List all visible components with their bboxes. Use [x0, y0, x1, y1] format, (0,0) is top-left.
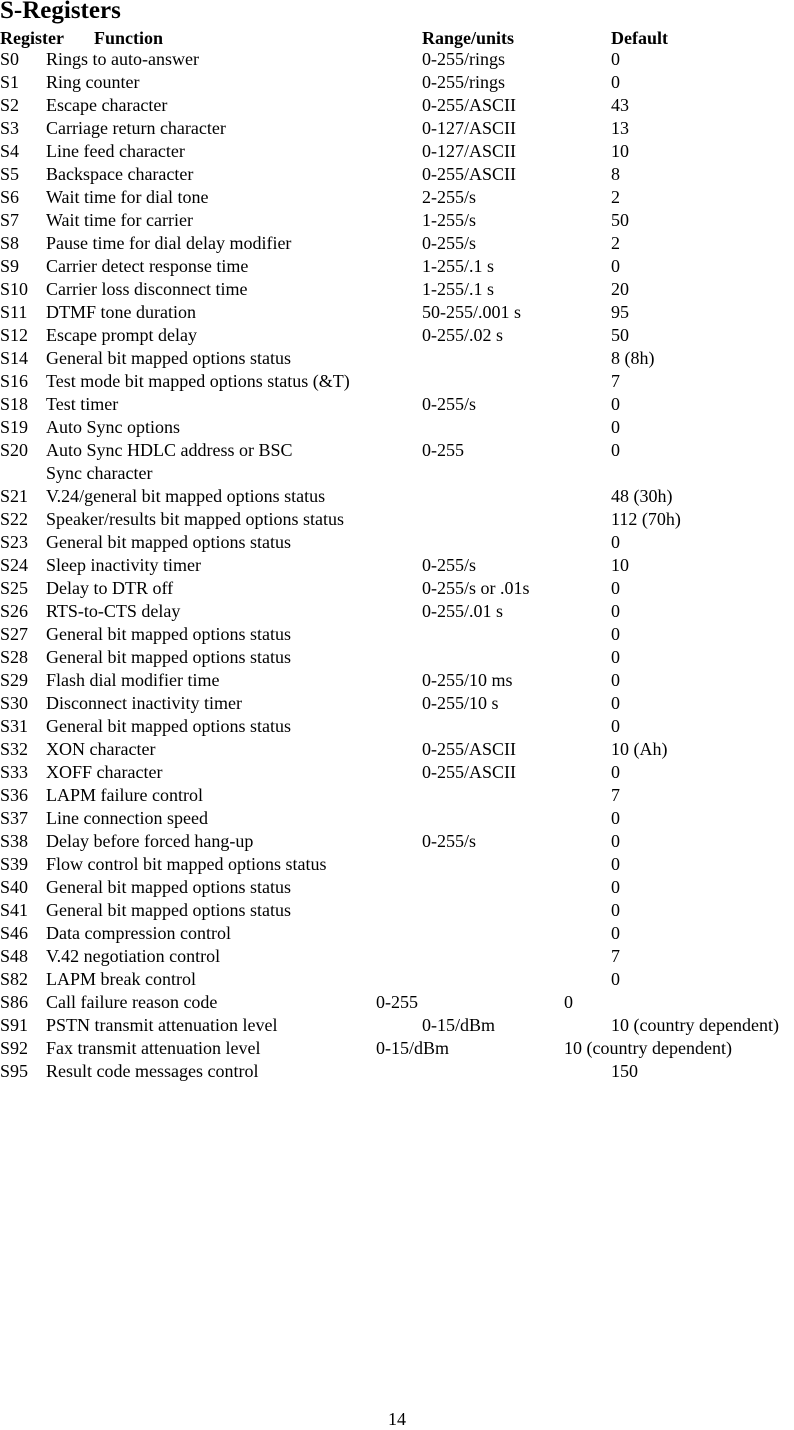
range-cell: 50-255/.001 s	[422, 302, 521, 322]
register-cell: S27	[0, 624, 29, 644]
range-cell: 0-255/ASCII	[422, 164, 516, 184]
default-cell: 95	[611, 302, 629, 322]
table-row	[0, 738, 794, 761]
default-cell: 0	[611, 49, 620, 69]
default-cell: 0	[611, 256, 620, 276]
table-row	[0, 508, 794, 531]
table-row	[0, 255, 794, 278]
default-cell: 48 (30h)	[611, 486, 673, 506]
function-cell: V.42 negotiation control	[46, 946, 221, 966]
table-row	[0, 968, 794, 991]
range-cell: 0-127/ASCII	[422, 118, 516, 138]
default-cell: 7	[611, 946, 620, 966]
function-cell: Pause time for dial delay modifier	[46, 233, 292, 253]
function-cell: Backspace character	[46, 164, 194, 184]
default-cell: 0	[611, 394, 620, 414]
register-cell: S4	[0, 141, 20, 161]
function-cell: Rings to auto-answer	[46, 49, 199, 69]
range-cell: 0-255/ASCII	[422, 739, 516, 759]
range-cell: 0-255/rings	[422, 49, 505, 69]
header-function: Function	[94, 28, 164, 48]
function-cell: XON character	[46, 739, 156, 759]
register-cell: S21	[0, 486, 29, 506]
function-cell: General bit mapped options status	[46, 716, 291, 736]
table-row	[0, 393, 794, 416]
function-cell: Escape character	[46, 95, 168, 115]
default-cell: 0	[611, 417, 620, 437]
range-cell: 1-255/.1 s	[422, 256, 494, 276]
register-cell: S1	[0, 72, 20, 92]
table-row	[0, 324, 794, 347]
register-cell: S5	[0, 164, 20, 184]
table-row	[0, 807, 794, 830]
table-row	[0, 209, 794, 232]
default-cell: 7	[611, 785, 620, 805]
function-cell: Test mode bit mapped options status (&T)	[46, 371, 350, 391]
function-cell: General bit mapped options status	[46, 532, 291, 552]
table-row	[0, 485, 794, 508]
register-cell: S95	[0, 1061, 29, 1081]
default-cell: 0	[611, 670, 620, 690]
page-number: 14	[388, 1409, 406, 1429]
range-cell: 0-15/dBm	[422, 1015, 496, 1035]
default-cell: 8	[611, 164, 620, 184]
function-cell: Line feed character	[46, 141, 185, 161]
table-row	[0, 163, 794, 186]
table-row	[0, 692, 794, 715]
register-cell: S8	[0, 233, 20, 253]
function-cell: Flash dial modifier time	[46, 670, 220, 690]
register-cell: S46	[0, 923, 29, 943]
default-cell: 0	[611, 808, 620, 828]
function-cell: Test timer	[46, 394, 119, 414]
table-row	[0, 922, 794, 945]
range-cell: 0-255/s	[422, 831, 476, 851]
default-cell: 0	[611, 969, 620, 989]
table-row	[0, 140, 794, 163]
table-row	[0, 1014, 794, 1037]
table-row	[0, 1037, 794, 1060]
function-cell: Disconnect inactivity timer	[46, 693, 242, 713]
table-row	[0, 232, 794, 255]
default-cell: 2	[611, 187, 620, 207]
table-row	[0, 94, 794, 117]
function-cell: General bit mapped options status	[46, 900, 291, 920]
function-cell: Data compression control	[46, 923, 231, 943]
page-title: S-Registers	[0, 0, 121, 24]
table-row	[0, 278, 794, 301]
default-cell: 0	[611, 716, 620, 736]
function-cell-continuation: Sync character	[46, 463, 153, 483]
default-cell: 2	[611, 233, 620, 253]
register-cell: S39	[0, 854, 29, 874]
default-cell: 150	[611, 1061, 638, 1081]
range-cell: 0-15/dBm	[376, 1038, 450, 1058]
default-cell: 10 (country dependent)	[564, 1038, 732, 1058]
function-cell: Auto Sync options	[46, 417, 181, 437]
range-cell: 0-255/s	[422, 233, 476, 253]
default-cell: 112 (70h)	[611, 509, 681, 529]
table-row	[0, 71, 794, 94]
table-row	[0, 623, 794, 646]
range-cell: 1-255/.1 s	[422, 279, 494, 299]
register-cell: S36	[0, 785, 29, 805]
table-row	[0, 784, 794, 807]
register-cell: S6	[0, 187, 20, 207]
register-cell: S3	[0, 118, 20, 138]
table-row	[0, 715, 794, 738]
register-cell: S18	[0, 394, 29, 414]
header-range: Range/units	[422, 28, 515, 48]
table-row	[0, 669, 794, 692]
function-cell: Auto Sync HDLC address or BSC	[46, 440, 293, 460]
function-cell: Wait time for carrier	[46, 210, 193, 230]
function-cell: Delay before forced hang-up	[46, 831, 254, 851]
range-cell: 0-255/s	[422, 555, 476, 575]
register-cell: S40	[0, 877, 29, 897]
table-row	[0, 416, 794, 439]
register-cell: S86	[0, 992, 29, 1012]
default-cell: 0	[611, 877, 620, 897]
function-cell: V.24/general bit mapped options status	[46, 486, 326, 506]
range-cell: 0-255	[422, 440, 464, 460]
default-cell: 0	[611, 72, 620, 92]
register-cell: S24	[0, 555, 29, 575]
table-row	[0, 531, 794, 554]
default-cell: 0	[564, 992, 573, 1012]
function-cell: Call failure reason code	[46, 992, 218, 1012]
range-cell: 0-255/ASCII	[422, 95, 516, 115]
default-cell: 0	[611, 440, 620, 460]
function-cell: Delay to DTR off	[46, 578, 174, 598]
function-cell: Speaker/results bit mapped options status	[46, 509, 344, 529]
range-cell: 0-255/.01 s	[422, 601, 503, 621]
register-cell: S26	[0, 601, 29, 621]
table-row	[0, 899, 794, 922]
table-row	[0, 48, 794, 71]
default-cell: 0	[611, 762, 620, 782]
register-cell: S11	[0, 302, 28, 322]
function-cell: XOFF character	[46, 762, 163, 782]
register-cell: S25	[0, 578, 29, 598]
range-cell: 0-255/10 s	[422, 693, 499, 713]
default-cell: 50	[611, 210, 629, 230]
table-row	[0, 347, 794, 370]
function-cell: LAPM break control	[46, 969, 196, 989]
default-cell: 7	[611, 371, 620, 391]
default-cell: 20	[611, 279, 629, 299]
range-cell: 0-127/ASCII	[422, 141, 516, 161]
default-cell: 13	[611, 118, 629, 138]
range-cell: 0-255/s	[422, 394, 476, 414]
function-cell: Flow control bit mapped options status	[46, 854, 327, 874]
register-cell: S31	[0, 716, 29, 736]
register-cell: S92	[0, 1038, 29, 1058]
range-cell: 1-255/s	[422, 210, 476, 230]
table-row	[0, 830, 794, 853]
range-cell: 2-255/s	[422, 187, 476, 207]
default-cell: 0	[611, 831, 620, 851]
function-cell: Line connection speed	[46, 808, 208, 828]
function-cell: Carrier loss disconnect time	[46, 279, 248, 299]
default-cell: 0	[611, 578, 620, 598]
table-row	[0, 577, 794, 600]
register-cell: S19	[0, 417, 29, 437]
table-row	[0, 439, 794, 462]
register-cell: S38	[0, 831, 29, 851]
register-cell: S12	[0, 325, 29, 345]
default-cell: 0	[611, 900, 620, 920]
default-cell: 10	[611, 555, 629, 575]
function-cell: General bit mapped options status	[46, 647, 291, 667]
default-cell: 0	[611, 601, 620, 621]
table-row	[0, 600, 794, 623]
default-cell: 0	[611, 624, 620, 644]
header-register: Register	[0, 28, 64, 48]
register-cell: S7	[0, 210, 20, 230]
register-cell: S32	[0, 739, 29, 759]
default-cell: 43	[611, 95, 629, 115]
range-cell: 0-255/10 ms	[422, 670, 513, 690]
function-cell: LAPM failure control	[46, 785, 203, 805]
register-cell: S41	[0, 900, 29, 920]
function-cell: Wait time for dial tone	[46, 187, 209, 207]
range-cell: 0-255/rings	[422, 72, 505, 92]
function-cell: Sleep inactivity timer	[46, 555, 201, 575]
register-cell: S48	[0, 946, 29, 966]
table-row	[0, 761, 794, 784]
register-cell: S9	[0, 256, 20, 276]
function-cell: Ring counter	[46, 72, 140, 92]
function-cell: Escape prompt delay	[46, 325, 197, 345]
register-cell: S82	[0, 969, 29, 989]
function-cell: DTMF tone duration	[46, 302, 196, 322]
function-cell: General bit mapped options status	[46, 877, 291, 897]
register-cell: S30	[0, 693, 29, 713]
default-cell: 10 (Ah)	[611, 739, 668, 759]
table-row	[0, 186, 794, 209]
table-row	[0, 876, 794, 899]
table-row	[0, 945, 794, 968]
range-cell: 0-255	[376, 992, 418, 1012]
table-row	[0, 646, 794, 669]
register-cell: S0	[0, 49, 20, 69]
register-cell: S28	[0, 647, 29, 667]
register-cell: S37	[0, 808, 29, 828]
default-cell: 8 (8h)	[611, 348, 655, 368]
default-cell: 10	[611, 141, 629, 161]
register-cell: S33	[0, 762, 29, 782]
table-row	[0, 301, 794, 324]
function-cell: Result code messages control	[46, 1061, 259, 1081]
function-cell: Carriage return character	[46, 118, 226, 138]
default-cell: 0	[611, 647, 620, 667]
table-row-continuation	[0, 462, 794, 485]
register-cell: S2	[0, 95, 20, 115]
register-cell: S16	[0, 371, 29, 391]
table-row	[0, 1060, 794, 1083]
header-default: Default	[611, 28, 668, 48]
register-cell: S22	[0, 509, 29, 529]
default-cell: 10 (country dependent)	[611, 1015, 779, 1035]
default-cell: 0	[611, 923, 620, 943]
register-cell: S23	[0, 532, 29, 552]
function-cell: Fax transmit attenuation level	[46, 1038, 261, 1058]
register-cell: S91	[0, 1015, 29, 1035]
table-row	[0, 991, 794, 1014]
default-cell: 0	[611, 532, 620, 552]
function-cell: General bit mapped options status	[46, 624, 291, 644]
table-row	[0, 554, 794, 577]
default-cell: 0	[611, 854, 620, 874]
register-cell: S10	[0, 279, 29, 299]
register-cell: S14	[0, 348, 29, 368]
function-cell: PSTN transmit attenuation level	[46, 1015, 278, 1035]
table-row	[0, 117, 794, 140]
table-row	[0, 853, 794, 876]
function-cell: RTS-to-CTS delay	[46, 601, 181, 621]
register-cell: S20	[0, 440, 29, 460]
range-cell: 0-255/.02 s	[422, 325, 503, 345]
function-cell: Carrier detect response time	[46, 256, 249, 276]
range-cell: 0-255/s or .01s	[422, 578, 530, 598]
default-cell: 0	[611, 693, 620, 713]
default-cell: 50	[611, 325, 629, 345]
register-cell: S29	[0, 670, 29, 690]
function-cell: General bit mapped options status	[46, 348, 291, 368]
range-cell: 0-255/ASCII	[422, 762, 516, 782]
table-row	[0, 370, 794, 393]
